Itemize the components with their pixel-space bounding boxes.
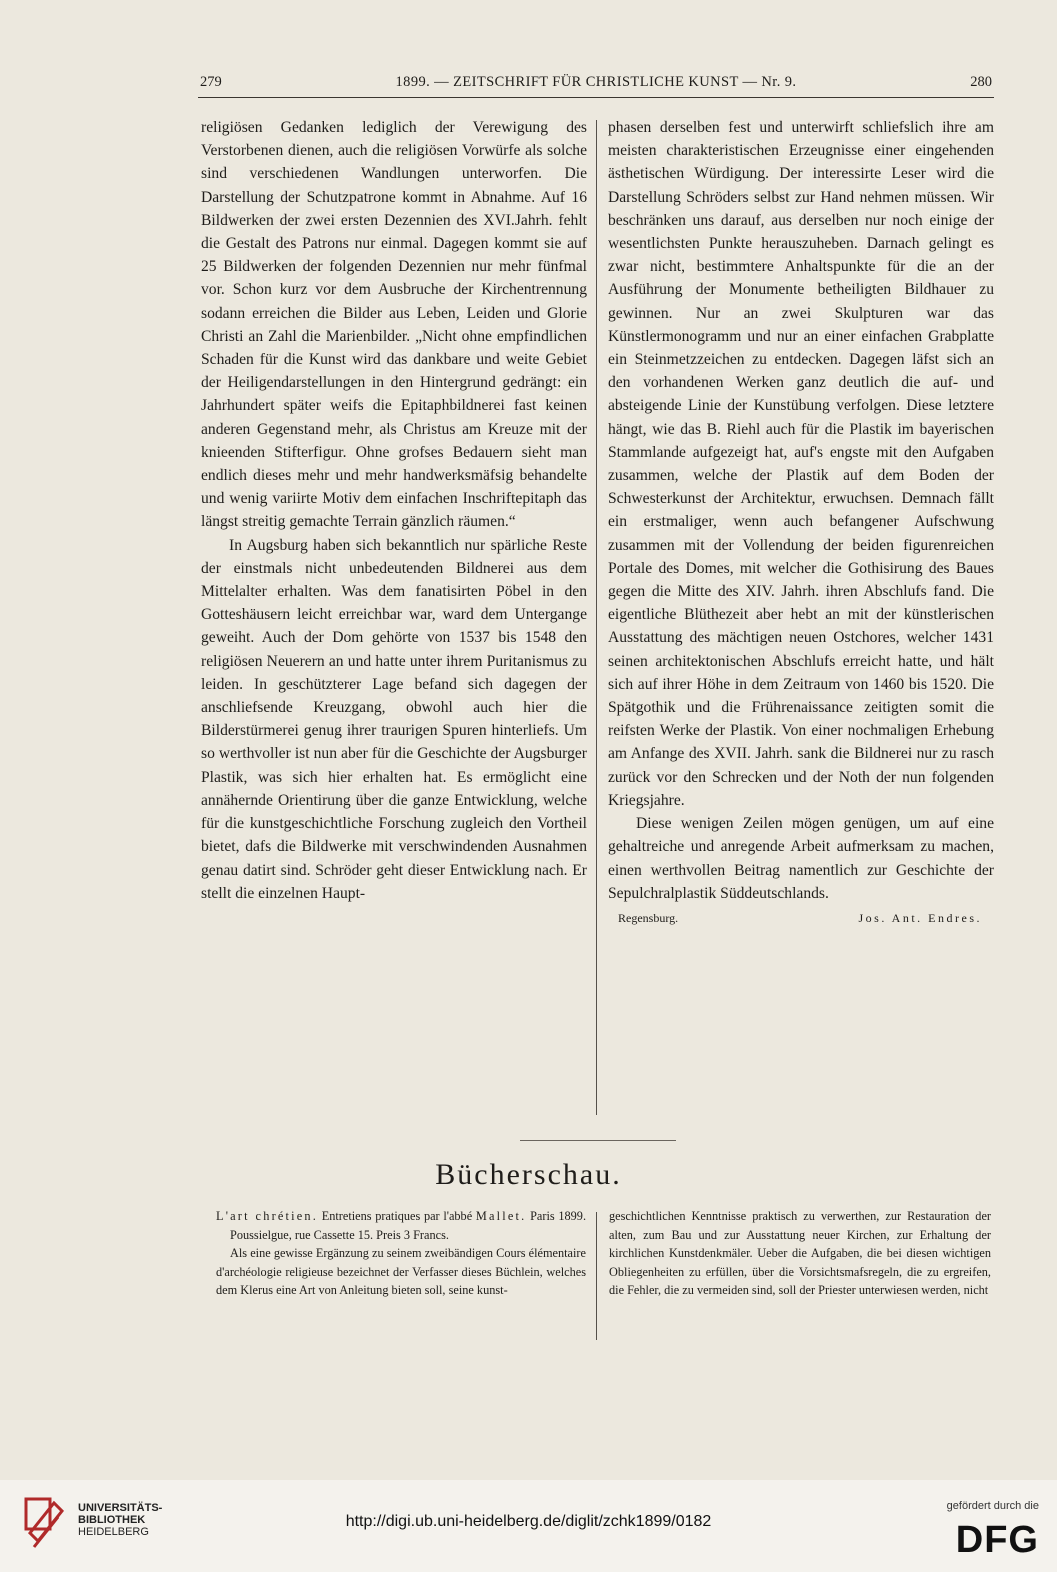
book-title: L'art chrétien. [216, 1209, 319, 1223]
review-left-column [216, 1207, 586, 1300]
permalink-url[interactable]: http://digi.ub.uni-heidelberg.de/diglit/zchk1899/0182 [345, 1513, 712, 1530]
paragraph: religiösen Gedanken lediglich der Verewigung des Verstorbenen dienen, auch die religiösen Vorwürfe als solche sind verschiedenen Wandlungen unterworfen. Die Darstellung der Schutzpatrone kommt in Abnahme. Auf 16 Bildwerken der zwei ersten Dezennien des XVI.Jahrh. fehlt die Gestalt des Patrons nur einmal. Dagegen kommt sie auf 25 Bildwerken der folgenden Dezennien nur mehr fünfmal vor. Schon kurz vor dem Ausbruche der Kirchentrennung sodann erreichen die Bilder aus Leben, Leiden und Glorie Christi an Zahl die Marienbilder. „Nicht ohne empfindlichen Schaden für die Kunst wird das dankbare und weite Gebiet der Heiligendarstellungen in den Hintergrund gedrängt: ein Jahrhundert später weifs die Epitaphbildnerei fast keinen anderen Gegenstand mehr, als Christus am Kreuze mit der knieenden Stifterfigur. Ohne grofses Bedauern sieht man endlich dieses mehr und mehr handwerksmäfsig behandelte und wenig variirte Motiv dem einfachen Inschriftepitaph das längst streitig gemachte Terrain gänzlich räumen.“ [201, 119, 587, 531]
page-number-right: 280 [970, 74, 992, 90]
review-right-column [609, 1207, 991, 1300]
book-subtitle: Entretiens pratiques par l'abbé [321, 1209, 473, 1223]
dfg-logo: DFG [955, 1519, 1039, 1561]
book-author: Mallet. [475, 1209, 527, 1223]
review-text: Als eine gewisse Ergänzung zu seinem zweibändigen Cours élémentaire d'archéologie religieuse bezeichnet der Verfasser dieses Büchlein, welches dem Klerus eine Art von Anleitung bieten soll, seine kunst- [216, 1246, 586, 1298]
signature [608, 909, 994, 927]
header-rule [198, 97, 994, 98]
section-separator [520, 1140, 676, 1141]
paragraph: Diese wenigen Zeilen mögen genügen, um auf eine gehaltreiche und anregende Arbeit aufmerksam zu machen, einen werthvollen Beitrag namentlich zur Geschichte der Sepulchralplastik Süddeutschlands. [608, 815, 994, 902]
signature-place: Regensburg. [618, 910, 679, 925]
review-text: geschichtlichen Kenntnisse praktisch zu verwerthen, zur Restauration der alten, zum Bau und zur Ausstattung neuer Kirchen, zur Erhaltung der kirchlichen Kunstdenkmäler. Ueber die Aufgaben, die bei diesen wichtigen Obliegenheiten zu erfüllen, über die Vorsichtsmafsregeln, die zu ergreifen, die Fehler, die zu vermeiden sind, soll der Priester unterwiesen werden, nicht [609, 1209, 991, 1298]
right-text-column [608, 116, 994, 927]
funding-note: gefördert durch die [946, 1500, 1039, 1512]
book-citation [216, 1207, 586, 1244]
running-header [200, 74, 992, 98]
section-title: Bücherschau. [435, 1158, 622, 1191]
column-divider [596, 1212, 597, 1340]
book-publication: Paris 1899. Poussielgue, rue Cassette 15. Preis 3 Francs. [230, 1209, 587, 1242]
paragraph: phasen derselben fest und unterwirft schliefslich ihre am meisten charakteristischen Erzeugnisse einer eingehenden ästhetischen Würdigung. Der interessirte Leser wird die Darstellung Schröders selbst zur Hand nehmen müssen. Wir beschränken uns darauf, aus derselben nur noch einige der wesentlichsten Punkte herauszuheben. Darnach gelingt es zwar nicht, bestimmtere Anhaltspunkte für die an der Ausführung der Monumente betheiligten Bildhauer zu gewinnen. Nur an zwei Skulpturen war das Künstlermonogramm und nur an einer einfachen Grabplatte ein Steinmetzzeichen zu entdecken. Dagegen läfst sich an den vorhandenen Werken ganz deutlich die auf- und absteigende Linie der Kunstübung verfolgen. Diese letztere hängt, wie das B. Riehl auch für die Plastik im bayerischen Stammlande aufgezeigt hat, auf's engste mit den Aufgaben zusammen, welche der Plastik auf dem Boden der Schwesterkunst der Architektur, erwuchsen. Demnach fällt ein erstmaliger, wenn auch befangener Aufschwung zusammen mit der Vollendung der beiden figurenreichen Portale des Domes, mit welcher die Gothisirung des Baues gegen die Mitte des XIV. Jahrh. ihren Abschlufs fand. Die eigentliche Blüthezeit aber hebt an mit der künstlerischen Ausstattung des mächtigen neuen Ostchores, welcher 1431 seinen architektonischen Abschlufs erreicht hatte, und hält sich auf ihrer Höhe in dem Zeitraum von 1460 bis 1520. Die Spätgothik und die Frührenaissance zeitigten somit die reifsten Werke der Plastik. Von einer nochmaligen Erhebung am Anfange des XVII. Jahrh. sank die Bildnerei nur zu rasch zurück vor den Schrecken und der Noth der nun folgenden Kriegsjahre. [608, 119, 994, 809]
signature-author: Jos. Ant. Endres. [858, 910, 982, 925]
paragraph: In Augsburg haben sich bekanntlich nur spärliche Reste der einstmals nicht unbedeutenden Bildnerei aus dem Mittelalter erhalten. Was dem fanatisirten Pöbel in den Gotteshäusern leicht erreichbar war, ward dem Untergange geweiht. Auch der Dom gehörte von 1537 bis 1548 den religiösen Neuerern an und hatte unter ihrem Puritanismus zu leiden. In geschützterer Lage befand sich dagegen der anschliefsende Kreuzgang, obwohl auch hier die Bilderstürmerei genug ihrer traurigen Spuren hinterliefs. Um so werthvoller ist nun aber für die Geschichte der Augsburger Plastik, was sich hier erhalten hat. Es ermöglicht eine annähernde Orientirung über die ganze Entwicklung, welche für die kunstgeschichtliche Forschung zugleich den Vortheil bietet, dafs die Bildwerke mit verschwindenden Ausnahmen genau datirt sind. Schröder geht dieser Entwicklung nach. Er stellt die einzelnen Haupt- [201, 536, 587, 902]
left-text-column [201, 116, 587, 905]
column-divider [596, 120, 597, 1115]
page-number-left: 279 [200, 74, 222, 90]
library-name-line: BIBLIOTHEK [78, 1514, 146, 1526]
library-name-line: HEIDELBERG [78, 1526, 149, 1538]
journal-title: 1899. — ZEITSCHRIFT FÜR CHRISTLICHE KUNST — Nr. 9. [395, 74, 797, 90]
library-name-line: UNIVERSITÄTS- [78, 1502, 163, 1514]
